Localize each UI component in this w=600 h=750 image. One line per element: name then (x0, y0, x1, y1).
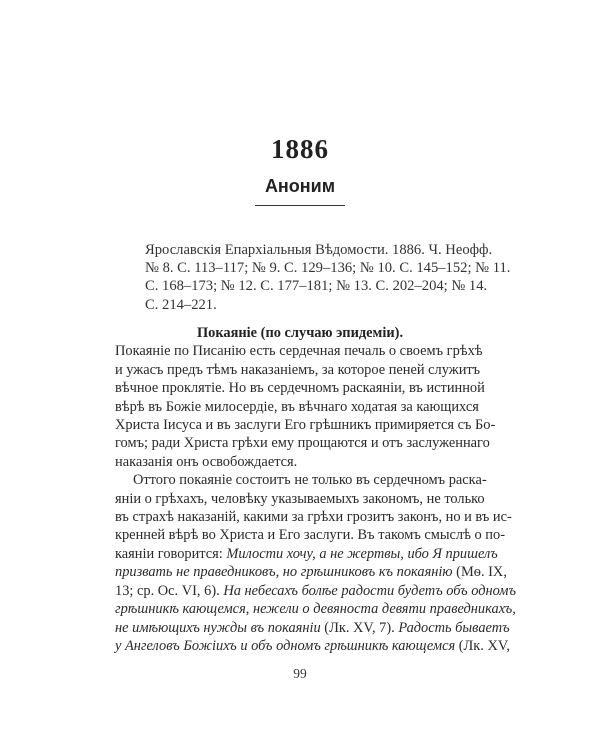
text-line: Покаяніе по Писанію есть сердечная печаль о своемъ грѣхѣ (115, 343, 483, 360)
text-line: кренней вѣрѣ во Христа и Его заслуги. Въ такомъ смыслѣ о по- (115, 527, 505, 544)
text-segment: каяніи говорится: (115, 545, 227, 562)
text-line: и ужасъ предъ тѣмъ наказаніемъ, за которое пеней служитъ (115, 361, 481, 378)
scripture-quote: Радость бываетъ (398, 619, 510, 636)
scripture-reference: (Лк. XV, 7). (320, 619, 399, 636)
scripture-reference: (Лк. XV, (455, 637, 511, 654)
scripture-quote: у Ангеловъ Божіихъ и объ одномъ грѣшникѣ кающемся (115, 637, 456, 654)
source-citation (145, 241, 511, 314)
text-line (115, 563, 507, 581)
source-line: Ярославскія Епархіальныя Вѣдомости. 1886. Ч. Неофф. (145, 242, 493, 258)
scripture-quote: грѣшникѣ кающемся, нежели о девяноста девяти праведникахъ, (115, 601, 516, 618)
text-line: гомъ; ради Христа грѣхи ему прощаются и отъ заслуженнаго (115, 435, 490, 452)
text-line: въ страхѣ наказаній, какими за грѣхи грозитъ законъ, но и въ ис- (115, 509, 512, 526)
text-line: наказанія онъ освобождается. (115, 453, 298, 470)
text-line (115, 637, 511, 655)
text-line (115, 545, 498, 563)
text-line: Оттого покаяніе состоитъ не только въ сердечномъ раска- (133, 472, 487, 489)
chapter-year: 1886 (271, 134, 329, 164)
scripture-reference: 13; ср. Ос. VI, 6). (115, 582, 224, 599)
scripture-quote: не имѣющихъ нужды въ покаяніи (115, 619, 321, 636)
scripture-quote: призвать не праведниковъ, но грѣшниковъ къ покаянію (115, 564, 453, 581)
text-line: яніи о грѣхахъ, человѣку указываемыхъ закономъ, не только (115, 490, 485, 507)
text-line (115, 619, 510, 637)
article-body (115, 324, 516, 655)
chapter-author: Аноним (264, 176, 336, 196)
text-line: Христа Іисуса и въ заслуги Его грѣшникъ примиряется съ Бо- (115, 417, 496, 434)
text-line (115, 600, 516, 618)
source-line: № 8. С. 113–117; № 9. С. 129–136; № 10. С. 145–152; № 11. (145, 260, 511, 277)
title-divider (255, 205, 345, 206)
scripture-quote: Милости хочу, а не жертвы, ибо Я пришелъ (226, 545, 498, 562)
text-line: вѣрѣ въ Божіе милосердіе, въ вѣчнаго ходатая за кающихся (115, 398, 479, 415)
scripture-quote: На небесахъ болѣе радости будетъ объ одномъ (223, 582, 516, 599)
source-line: С. 168–173; № 12. С. 177–181; № 13. С. 202–204; № 14. (145, 278, 488, 295)
scripture-reference: (Мѳ. IX, (452, 564, 507, 581)
text-line (115, 582, 516, 600)
text-line: вѣчное проклятіе. Но въ сердечномъ раскаяніи, въ истинной (115, 380, 485, 397)
article-heading: Покаяніе (по случаю эпидеміи). (196, 325, 404, 341)
page-number: 99 (293, 666, 307, 681)
source-line: С. 214–221. (145, 296, 217, 313)
